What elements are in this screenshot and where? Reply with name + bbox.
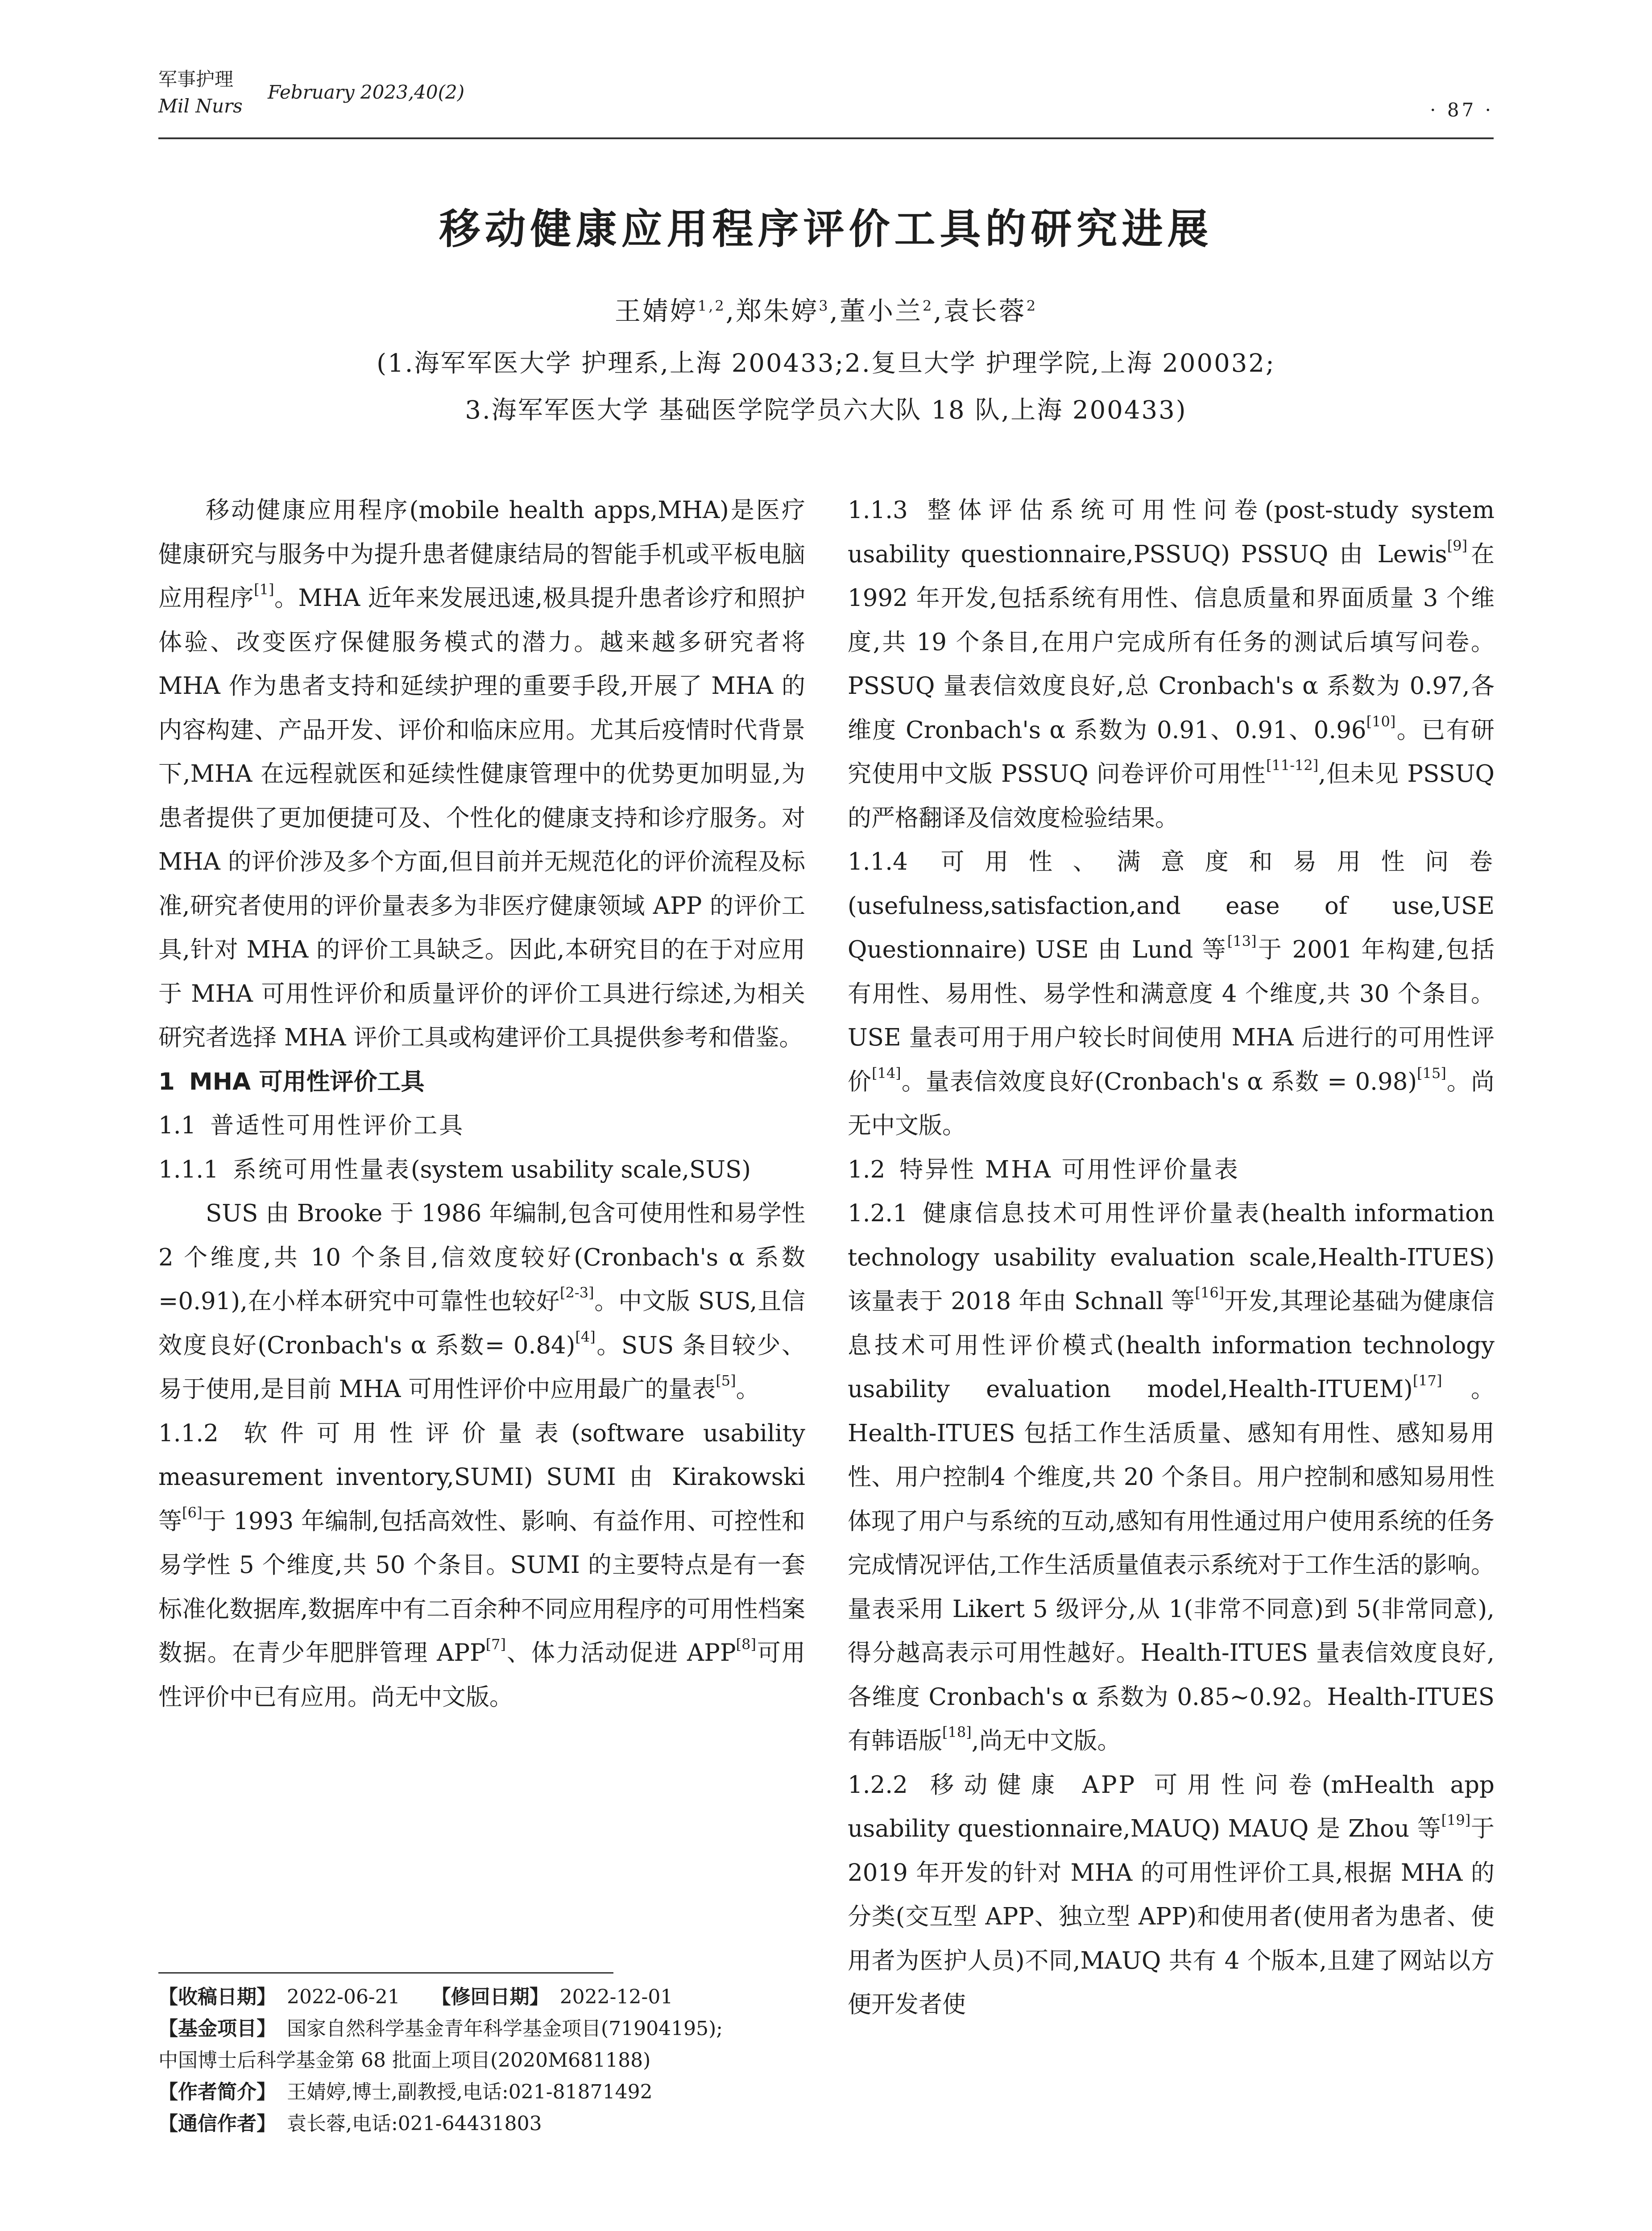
body-paragraph: 1.1.2 软件可用性评价量表(software usability measurement inventory,SUMI) SUMI 由 Kirakowski 等[6]于 1993 年编制,包括高效性、影响、有益作用、可控性和易学性 5 个维度,共 50 个条目。SUMI 的主要特点是有一套标准化数据库,数据库中有二百余种不同应用程序的可用性档案数据。在青少年肥胖管理 APP[7]、体力活动促进 APP[8]可用性评价中已有应用。尚无中文版。 bbox=[158, 1419, 806, 1711]
intro-paragraph: 移动健康应用程序(mobile health apps,MHA)是医疗健康研究与服务中为提升患者健康结局的智能手机或平板电脑应用程序[1]。MHA 近年来发展迅速,极具提升患者诊疗和照护体验、改变医疗保健服务模式的潜力。越来越多研究者将 MHA 作为患者支持和延续护理的重要手段,开展了 MHA 的内容构建、产品开发、评价和临床应用。尤其后疫情时代背景下,MHA 在远程就医和延续性健康管理中的优势更加明显,为患者提供了更加便捷可及、个性化的健康支持和诊疗服务。对 MHA 的评价涉及多个方面,但目前并无规范化的评价流程及标准,研究者使用的评价量表多为非医疗健康领域 APP 的评价工具,针对 MHA 的评价工具缺乏。因此,本研究目的在于对应用于 MHA 可用性评价和质量评价的评价工具进行综述,为相关研究者选择 MHA 评价工具或构建评价工具提供参考和借鉴。 bbox=[158, 497, 806, 1051]
citation[interactable]: [10] bbox=[1366, 713, 1396, 730]
citation[interactable]: [18] bbox=[942, 1724, 972, 1741]
subsection-heading: 1.1 普适性可用性评价工具 bbox=[158, 1112, 465, 1139]
footnote-funding-cont: 中国博士后科学基金第 68 批面上项目(2020M681188) bbox=[158, 2049, 651, 2072]
citation[interactable]: [4] bbox=[575, 1328, 596, 1345]
journal-name-en: Mil Nurs bbox=[158, 95, 243, 117]
subsubsection-heading: 整体评估系统可用性问卷 bbox=[922, 497, 1265, 524]
journal-name-cn: 军事护理 bbox=[158, 68, 234, 90]
author-name: 郑朱婷 bbox=[736, 296, 819, 326]
citation[interactable]: [11-12] bbox=[1266, 757, 1319, 774]
left-column bbox=[158, 489, 805, 1719]
citation[interactable]: [15] bbox=[1417, 1064, 1446, 1082]
footnote-dates: 【收稿日期】 2022-06-21 【修回日期】 2022-12-01 bbox=[158, 1986, 673, 2008]
footnote-rule bbox=[158, 1972, 613, 1974]
body-paragraph: 1.1.3 整体评估系统可用性问卷(post-study system usability questionnaire,PSSUQ) PSSUQ 由 Lewis[9]在 1992 年开发,包括系统有用性、信息质量和界面质量 3 个维度,共 19 个条目,在用户完成所有任务的测试后填写问卷。PSSUQ 量表信效度良好,总 Cronbach's α 系数为 0.97,各维度 Cronbach's α 系数为 0.91、0.91、0.96[10]。已有研究使用中文版 PSSUQ 问卷评价可用性[11-12],但未见 PSSUQ 的严格翻译及信效度检验结果。 bbox=[848, 497, 1495, 832]
header-rule bbox=[158, 137, 1494, 139]
author-list: 王婧婷$^{1,2}$,郑朱婷$^3$,董小兰$^2$,袁长蓉$^2$ bbox=[614, 296, 1038, 326]
citation[interactable]: [13] bbox=[1227, 933, 1257, 950]
affiliation-line: 3.海军军医大学 基础医学院学员六大队 18 队,上海 200433) bbox=[465, 396, 1187, 425]
footnote-corresponding: 【通信作者】 袁长蓉,电话:021-64431803 bbox=[158, 2112, 542, 2135]
body-paragraph: 1.1.4 可用性、满意度和易用性问卷(usefulness,satisfaction,and ease of use,USE Questionnaire) USE 由 Lund 等[13]于 2001 年构建,包括有用性、易用性、易学性和满意度 4 个维度,共 30 个条目。USE 量表可用于用户较长时间使用 MHA 后进行的可用性评价[14]。量表信效度良好(Cronbach's α 系数 = 0.98)[15]。尚无中文版。 bbox=[848, 848, 1495, 1139]
author-name: 袁长蓉 bbox=[943, 296, 1027, 326]
affiliation-line: (1.海军军医大学 护理系,上海 200433;2.复旦大学 护理学院,上海 200032; bbox=[377, 349, 1275, 378]
body-paragraph: 1.2.2 移动健康 APP 可用性问卷(mHealth app usability questionnaire,MAUQ) MAUQ 是 Zhou 等[19]于 2019 年开发的针对 MHA 的可用性评价工具,根据 MHA 的分类(交互型 APP、独立型 APP)和使用者(使用者为患者、使用者为医护人员)不同,MAUQ 共有 4 个版本,且建了网站以方便开发者使 bbox=[848, 1771, 1495, 2018]
citation[interactable]: [5] bbox=[716, 1372, 736, 1389]
citation[interactable]: [2-3] bbox=[560, 1284, 594, 1301]
footnote-funding: 【基金项目】 国家自然科学基金青年科学基金项目(71904195); bbox=[158, 2017, 723, 2040]
subsubsection-heading: 健康信息技术可用性评价量表 bbox=[922, 1200, 1262, 1227]
journal-name bbox=[158, 66, 243, 120]
body-paragraph: SUS 由 Brooke 于 1986 年编制,包含可使用性和易学性 2 个维度,共 10 个条目,信效度较好(Cronbach's α 系数=0.91),在小样本研究中可靠性也较好[2-3]。中文版 SUS,且信效度良好(Cronbach's α 系数= 0.84)[4]。SUS 条目较少、易于使用,是目前 MHA 可用性评价中应用最广的量表[5]。 bbox=[158, 1200, 805, 1403]
subsection-heading: 1.2 特异性 MHA 可用性评价量表 bbox=[848, 1156, 1240, 1183]
subsubsection-heading: 可用性、满意度和易用性问卷 bbox=[922, 848, 1495, 875]
author-affiliation-mark: 2 bbox=[923, 297, 934, 315]
citation[interactable]: [8] bbox=[736, 1636, 756, 1653]
right-column bbox=[848, 489, 1495, 2027]
citation[interactable]: [17] bbox=[1412, 1372, 1442, 1389]
author-name: 王婧婷 bbox=[614, 296, 698, 326]
section-heading: 1 MHA 可用性评价工具 bbox=[158, 1068, 425, 1095]
author-affiliation-mark: 1,2 bbox=[697, 297, 726, 315]
citation[interactable]: [14] bbox=[872, 1064, 901, 1082]
subsubsection-heading: 移动健康 APP 可用性问卷 bbox=[922, 1771, 1322, 1799]
article-title: 移动健康应用程序评价工具的研究进展 bbox=[439, 205, 1213, 253]
citation[interactable]: [16] bbox=[1195, 1284, 1225, 1301]
citation[interactable]: [7] bbox=[485, 1636, 506, 1653]
subsubsection-heading: 1.1.1 系统可用性量表(system usability scale,SUS) bbox=[158, 1156, 751, 1183]
citation[interactable]: [19] bbox=[1441, 1812, 1471, 1829]
citation[interactable]: [9] bbox=[1447, 537, 1468, 554]
page-number: · 87 · bbox=[1430, 99, 1494, 121]
author-name: 董小兰 bbox=[839, 296, 923, 326]
footnote-author: 【作者简介】 王婧婷,博士,副教授,电话:021-81871492 bbox=[158, 2081, 653, 2103]
article-footnotes bbox=[158, 1981, 805, 2140]
subsubsection-heading: 软件可用性评价量表 bbox=[232, 1419, 571, 1447]
citation[interactable]: [1] bbox=[254, 581, 274, 598]
author-affiliation-mark: 2 bbox=[1026, 297, 1038, 315]
issue-info: February 2023,40(2) bbox=[268, 81, 465, 103]
body-paragraph: 1.2.1 健康信息技术可用性评价量表(health information technology usability evaluation scale,Health-ITUES) 该量表于 2018 年由 Schnall 等[16]开发,其理论基础为健康信息技术可用性评价模式(health information technology usability evaluation model,Health-ITUEM)[17]。Health-ITUES 包括工作生活质量、感知有用性、感知易用性、用户控制4 个维度,共 20 个条目。用户控制和感知易用性体现了用户与系统的互动,感知有用性通过用户使用系统的任务完成情况评估,工作生活质量值表示系统对于工作生活的影响。量表采用 Likert 5 级评分,从 1(非常不同意)到 5(非常同意),得分越高表示可用性越好。Health-ITUES 量表信效度良好,各维度 Cronbach's α 系数为 0.85~0.92。Health-ITUES 有韩语版[18],尚无中文版。 bbox=[848, 1200, 1495, 1754]
citation[interactable]: [6] bbox=[182, 1504, 203, 1521]
author-affiliation-mark: 3 bbox=[819, 297, 830, 315]
